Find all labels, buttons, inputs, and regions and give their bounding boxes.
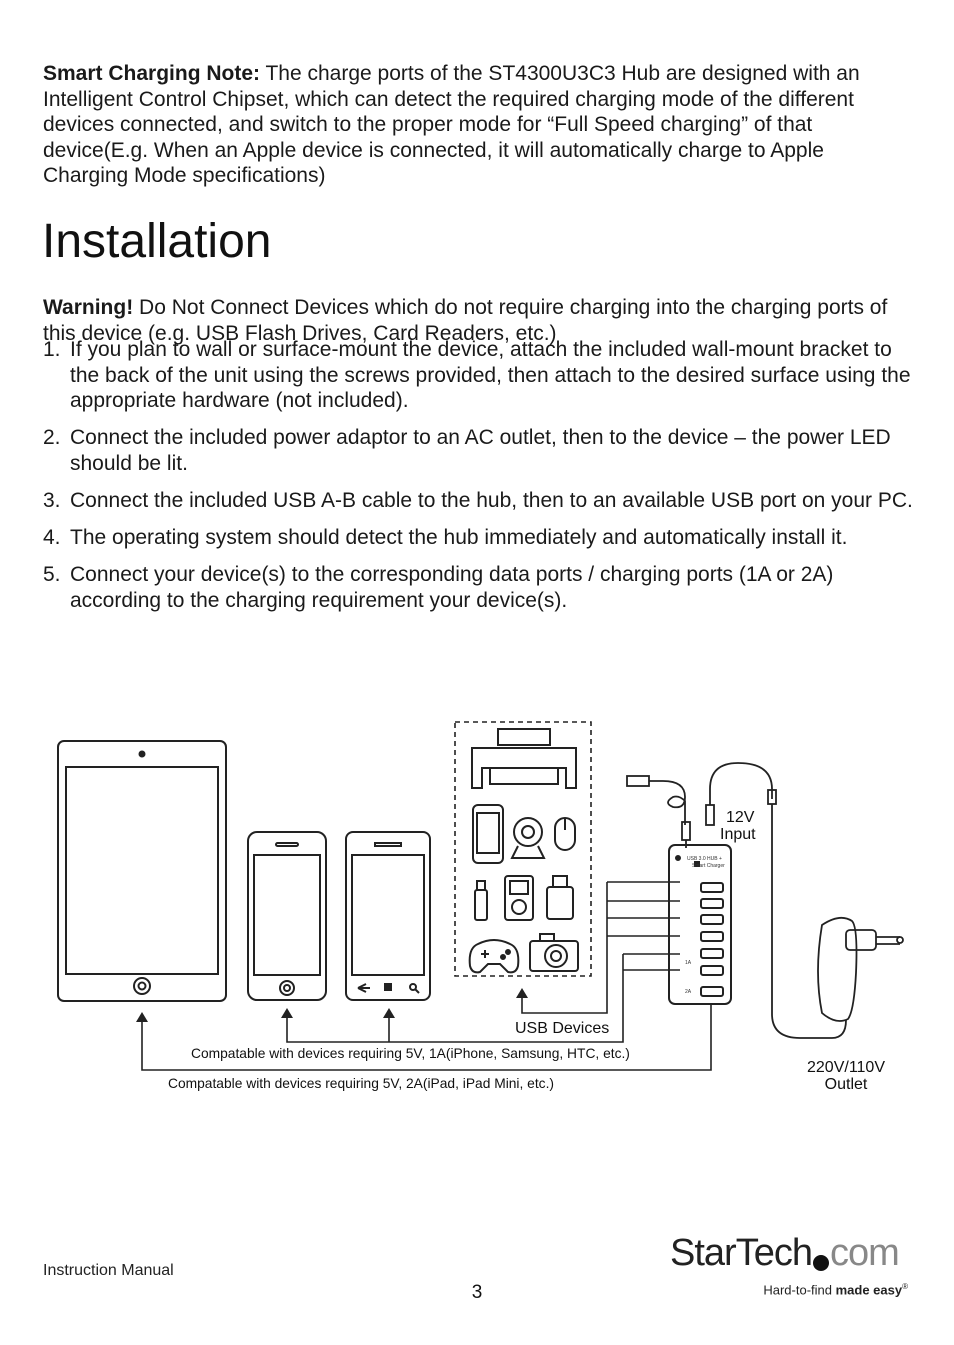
hub-port-1a-label: 1A (685, 960, 692, 966)
step-text: Connect the included power adaptor to an AC outlet, then to the device – the power LED should be lit. (70, 426, 891, 475)
page-number: 3 (471, 1282, 483, 1303)
hub-label-2: Smart Charger (692, 863, 725, 869)
tablet-icon (58, 741, 226, 1001)
registered-mark: ® (902, 1282, 908, 1291)
step-number: 5. (43, 563, 61, 587)
smartphone-icon (248, 832, 326, 1000)
smart-charging-note (43, 61, 913, 189)
step-number: 3. (43, 488, 61, 512)
note-text: The charge ports of the ST4300U3C3 Hub are designed with an Intelligent Control Chipset, which can detect the required charging mode of the different devices connected, and switch to the proper mode for “Full Speed charging” of that device(E.g. When an Apple device is connected, it will automatically charge to Apple Charging Mode specifications) (43, 62, 860, 188)
warning-text: Do Not Connect Devices which do not require charging into the charging ports of this device (e.g. USB Flash Drives, Card Readers, etc.) (43, 296, 888, 345)
card-reader-icon (547, 876, 573, 919)
brand-dot-icon (813, 1255, 829, 1271)
windows-phone-icon (346, 832, 430, 1000)
brand-name (670, 1232, 899, 1275)
startech-logo (670, 1232, 910, 1302)
step-text: The operating system should detect the hub immediately and automatically install it. (70, 526, 848, 550)
webcam-icon (512, 818, 544, 858)
manual-label: Instruction Manual (43, 1262, 174, 1279)
step-item (43, 337, 913, 414)
input-label-line1: 12V (726, 809, 755, 826)
usb-cable-icon (627, 776, 690, 848)
usb-devices-group (455, 722, 591, 976)
step-item (43, 562, 913, 613)
tagline (763, 1282, 908, 1297)
step-number: 1. (43, 338, 61, 361)
hub-port-2a-label: 2A (685, 989, 692, 995)
compat-2a-label: Compatable with devices requiring 5V, 2A(iPad, iPad Mini, etc.) (168, 1076, 554, 1091)
warning-label: Warning! (43, 296, 134, 319)
hub-label-1: USB 3.0 HUB + (687, 856, 722, 862)
step-text: Connect your device(s) to the corresponding data ports / charging ports (1A or 2A) according to the charging requirement your device(s). (70, 563, 834, 612)
camera-icon (530, 934, 578, 971)
outlet-label-line1: 220V/110V (807, 1059, 885, 1076)
step-text: If you plan to wall or surface-mount the device, attach the included wall-mount bracket to the back of the unit using the screws provided, then attach to the desired surface using the appropriate hardware (not included). (70, 338, 911, 413)
step-number: 4. (43, 526, 61, 550)
outlet-label-line2: Outlet (824, 1076, 868, 1093)
gamepad-icon (470, 940, 519, 972)
installation-diagram (0, 700, 954, 1120)
usb-flash-drive-icon (475, 881, 487, 920)
step-item (43, 488, 913, 514)
brand-main: StarTech (670, 1232, 812, 1274)
step-number: 2. (43, 426, 61, 450)
step-item (43, 425, 913, 476)
brand-suffix: com (829, 1232, 899, 1274)
input-label-line2: Input (720, 826, 756, 843)
mouse-icon (555, 818, 575, 850)
power-cable-icon (706, 763, 846, 1038)
scanner-icon (472, 729, 576, 788)
tagline-bold: made easy (835, 1282, 903, 1298)
installation-steps (43, 337, 913, 625)
arrow-heads (136, 988, 528, 1022)
wall-adapter-icon (818, 918, 903, 1021)
usb-cables (142, 882, 711, 1070)
step-item (43, 525, 913, 551)
tagline-normal: Hard-to-find (763, 1282, 836, 1298)
compat-1a-label: Compatable with devices requiring 5V, 1A(iPhone, Samsung, HTC, etc.) (191, 1046, 630, 1061)
usb-devices-label: USB Devices (515, 1020, 610, 1037)
step-text: Connect the included USB A-B cable to the hub, then to an available USB port on your PC. (70, 488, 913, 512)
mp3-player-icon (505, 876, 533, 920)
section-title: Installation (42, 215, 272, 268)
note-label: Smart Charging Note: (43, 62, 261, 85)
mobile-phone-icon (473, 805, 503, 863)
